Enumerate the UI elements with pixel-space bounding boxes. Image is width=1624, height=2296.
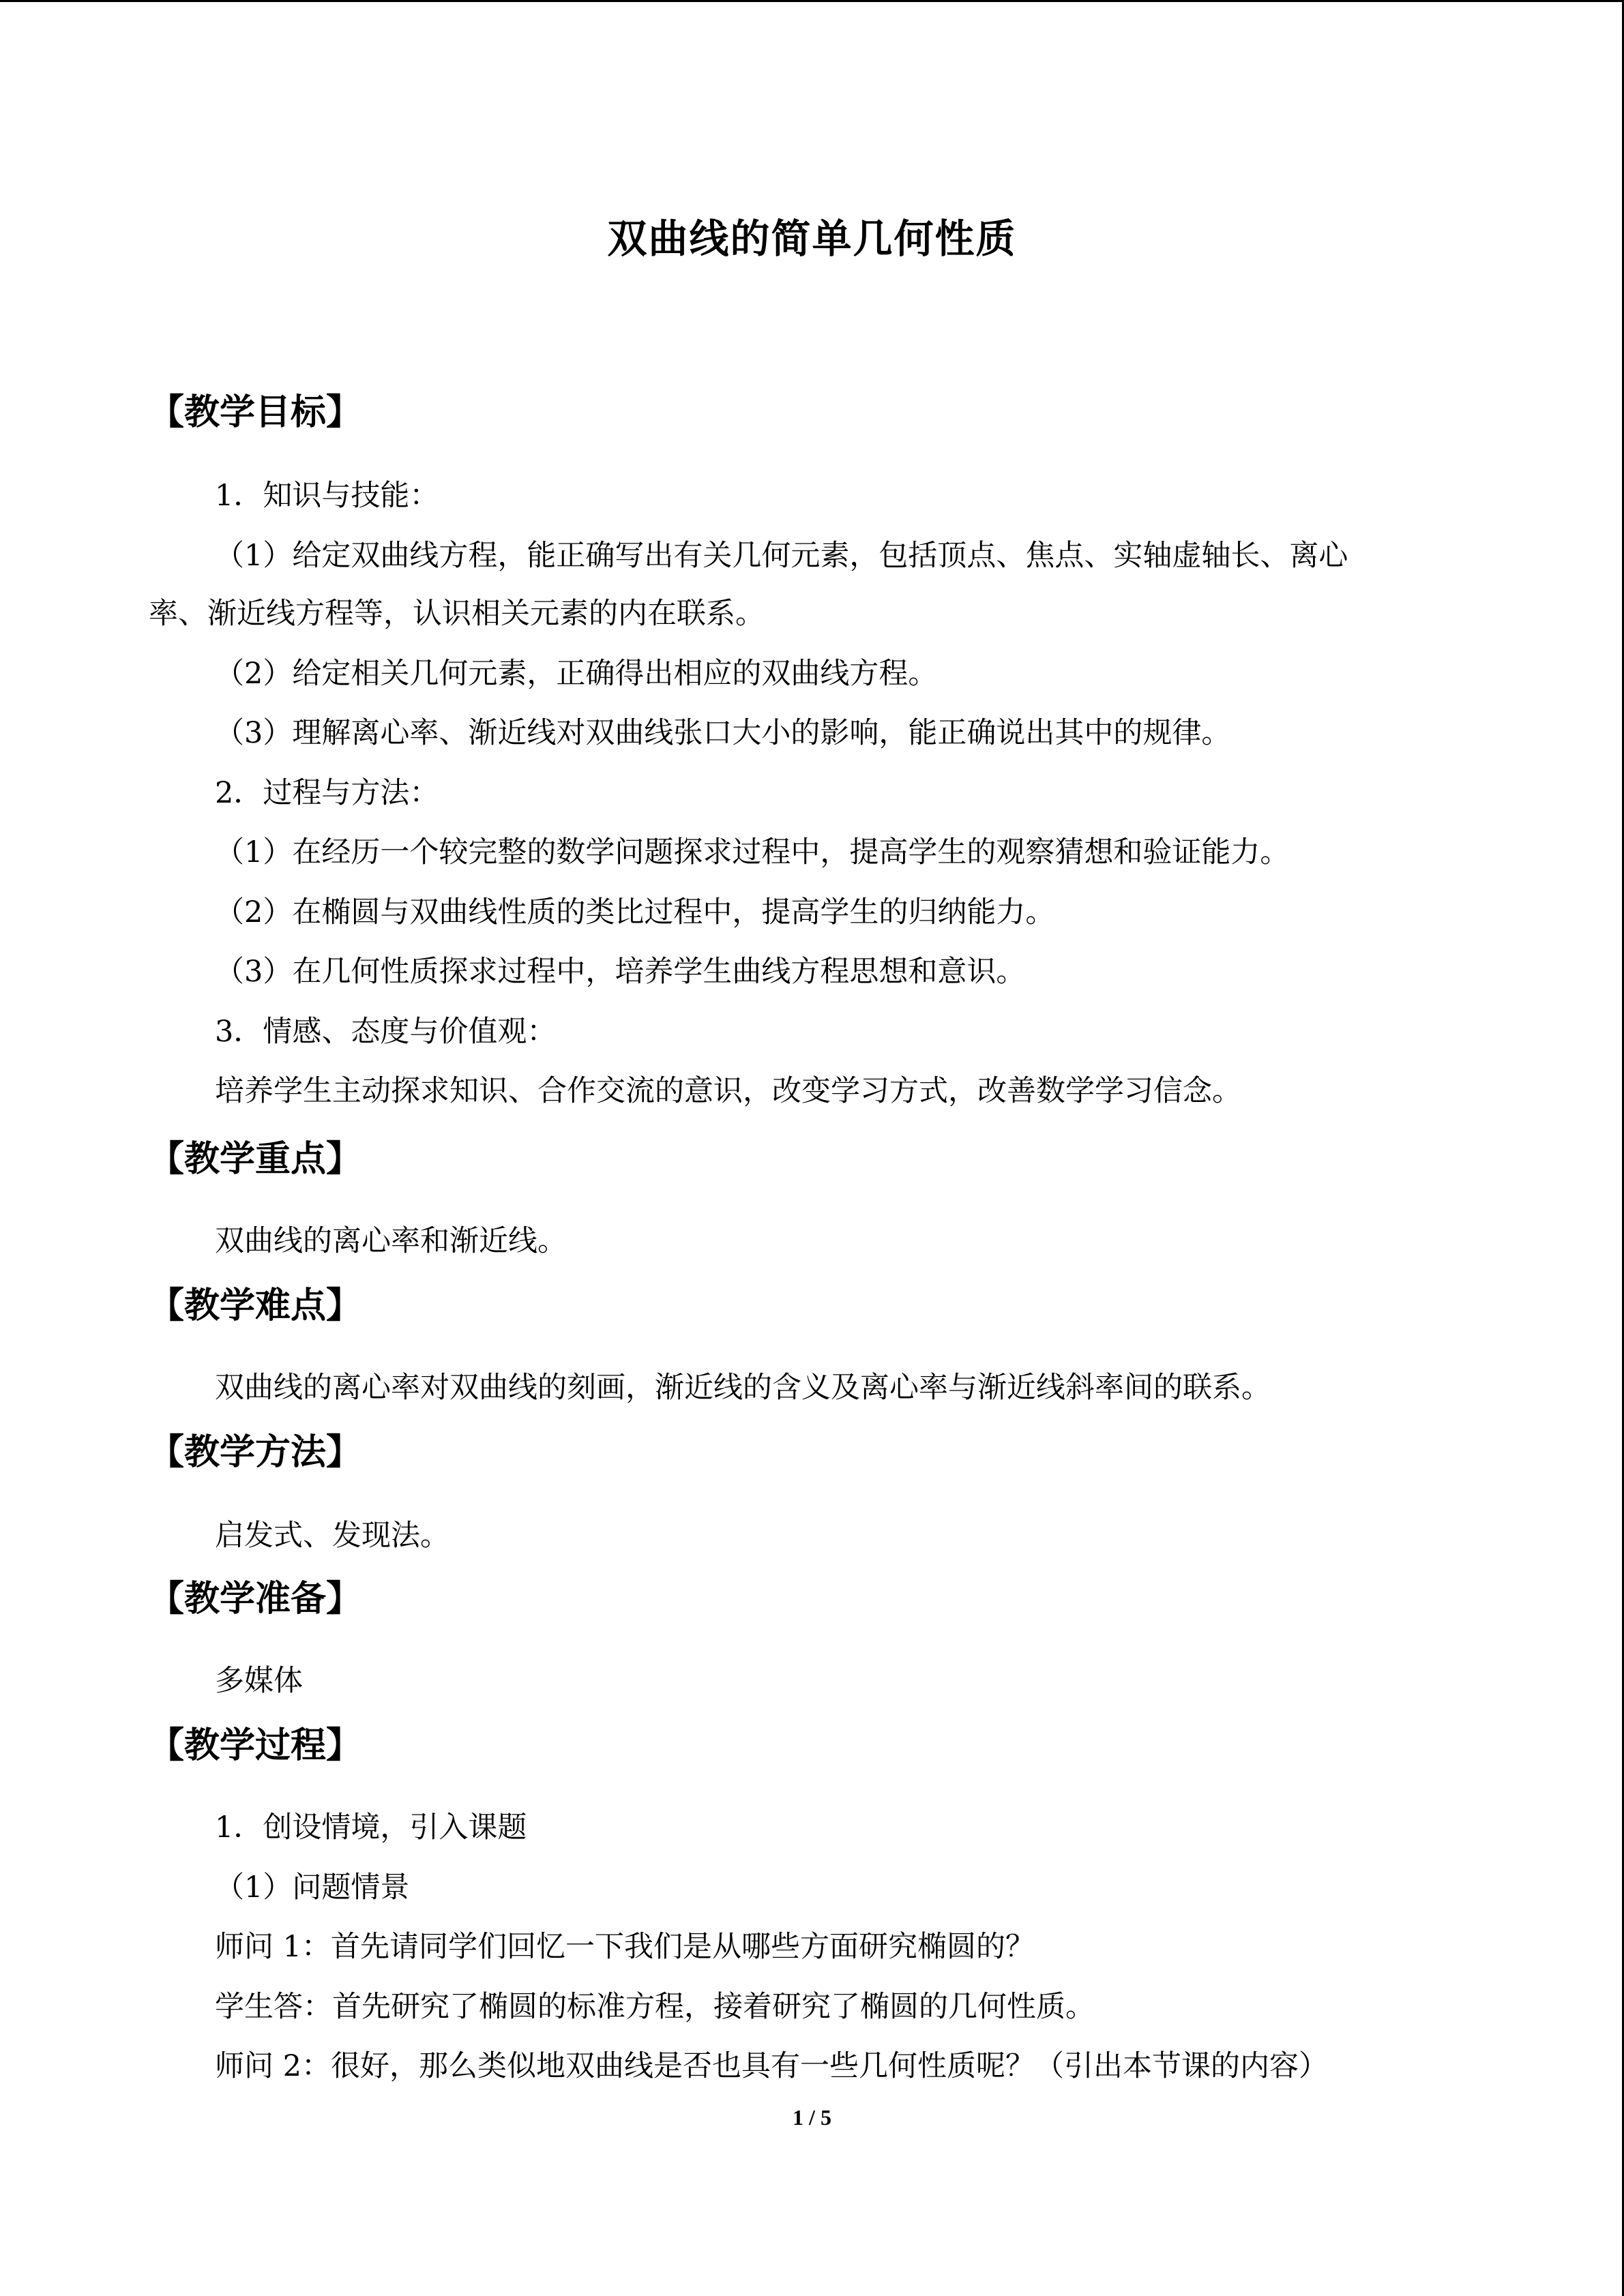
objectives-line: （2）在椭圆与双曲线性质的类比过程中，提高学生的归纳能力。 (215, 895, 1055, 929)
objectives-line: 2．过程与方法： (215, 776, 439, 810)
objectives-line: 3．情感、态度与价值观： (215, 1015, 557, 1049)
heading-methods: 【教学方法】 (149, 1432, 362, 1473)
process-line: 师问 2：很好，那么类似地双曲线是否也具有一些几何性质呢？（引出本节课的内容） (215, 2049, 1329, 2083)
heading-objectives: 【教学目标】 (149, 392, 362, 433)
top-border-line (0, 0, 1624, 2)
difficulties-line: 双曲线的离心率对双曲线的刻画，渐近线的含义及离心率与渐近线斜率间的联系。 (215, 1371, 1271, 1405)
process-line: （1）问题情景 (215, 1870, 410, 1905)
heading-preparation: 【教学准备】 (149, 1579, 362, 1620)
heading-key-points: 【教学重点】 (149, 1139, 362, 1180)
heading-process: 【教学过程】 (149, 1725, 362, 1766)
document-title: 双曲线的简单几何性质 (607, 215, 1017, 262)
objectives-line: （3）理解离心率、渐近线对双曲线张口大小的影响，能正确说出其中的规律。 (215, 716, 1231, 750)
process-line: 师问 1：首先请同学们回忆一下我们是从哪些方面研究椭圆的？ (215, 1930, 1035, 1964)
objectives-line: （1）给定双曲线方程，能正确写出有关几何元素，包括顶点、焦点、实轴虚轴长、离心 (215, 539, 1348, 573)
methods-line: 启发式、发现法。 (215, 1519, 449, 1553)
key-points-line: 双曲线的离心率和渐近线。 (215, 1224, 567, 1258)
objectives-line: （1）在经历一个较完整的数学问题探求过程中，提高学生的观察猜想和验证能力。 (215, 835, 1290, 869)
objectives-line: （2）给定相关几何元素，正确得出相应的双曲线方程。 (215, 657, 938, 691)
preparation-line: 多媒体 (215, 1664, 303, 1698)
objectives-line: 培养学生主动探求知识、合作交流的意识，改变学习方式，改善数学学习信念。 (215, 1074, 1241, 1108)
process-line: 学生答：首先研究了椭圆的标准方程，接着研究了椭圆的几何性质。 (215, 1990, 1095, 2024)
process-line: 1．创设情境，引入课题 (215, 1810, 527, 1845)
objectives-line: 1．知识与技能： (215, 479, 439, 513)
objectives-line: （3）在几何性质探求过程中，培养学生曲线方程思想和意识。 (215, 955, 1026, 989)
heading-difficulties: 【教学难点】 (149, 1285, 362, 1326)
objectives-line: 率、渐近线方程等，认识相关元素的内在联系。 (149, 597, 765, 631)
page-number: 1 / 5 (793, 2105, 831, 2130)
